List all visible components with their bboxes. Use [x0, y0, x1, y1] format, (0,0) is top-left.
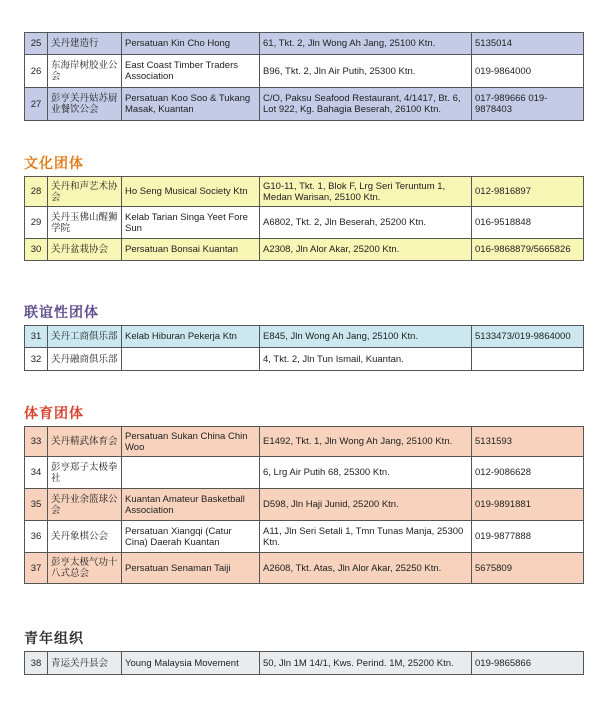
address: D598, Jln Haji Junid, 25200 Ktn.	[260, 489, 472, 521]
org-name: East Coast Timber Traders Association	[122, 55, 260, 88]
chinese-name: 关丹盆栽协会	[48, 239, 122, 261]
org-name: Persatuan Sukan China Chin Woo	[122, 427, 260, 457]
row-number: 33	[25, 427, 48, 457]
row-number: 26	[25, 55, 48, 88]
directory-table-sports	[24, 426, 584, 584]
phone: 5131593	[472, 427, 584, 457]
directory-table-trade	[24, 32, 584, 121]
table-row	[25, 553, 584, 584]
table-row	[25, 457, 584, 489]
table-row	[25, 326, 584, 348]
table-row	[25, 652, 584, 675]
org-name: Persatuan Bonsai Kuantan	[122, 239, 260, 261]
address: 61, Tkt. 2, Jln Wong Ah Jang, 25100 Ktn.	[260, 33, 472, 55]
row-number: 38	[25, 652, 48, 675]
chinese-name: 关丹象棋公会	[48, 521, 122, 553]
chinese-name: 关丹工商俱乐部	[48, 326, 122, 348]
row-number: 29	[25, 207, 48, 239]
org-name: Persatuan Kin Cho Hong	[122, 33, 260, 55]
table-row	[25, 239, 584, 261]
row-number: 32	[25, 348, 48, 371]
address: A11, Jln Seri Setali 1, Tmn Tunas Manja, 25300 Ktn.	[260, 521, 472, 553]
section-title-sports: 体育团体	[24, 406, 84, 422]
section-title-fellowship: 联谊性团体	[24, 305, 99, 321]
table-row	[25, 427, 584, 457]
chinese-name: 关丹业余篮球公会	[48, 489, 122, 521]
directory-table-fellowship	[24, 325, 584, 371]
row-number: 25	[25, 33, 48, 55]
address: B96, Tkt. 2, Jln Air Putih, 25300 Ktn.	[260, 55, 472, 88]
phone	[472, 348, 584, 371]
phone: 012-9086628	[472, 457, 584, 489]
table-row	[25, 177, 584, 207]
org-name	[122, 348, 260, 371]
phone: 019-9877888	[472, 521, 584, 553]
phone: 016-9518848	[472, 207, 584, 239]
row-number: 36	[25, 521, 48, 553]
phone: 5133473/019-9864000	[472, 326, 584, 348]
phone: 019-9865866	[472, 652, 584, 675]
org-name: Persatuan Xiangqi (Catur Cina) Daerah Kuantan	[122, 521, 260, 553]
address: G10-11, Tkt. 1, Blok F, Lrg Seri Teruntum 1, Medan Warisan, 25100 Ktn.	[260, 177, 472, 207]
address: E845, Jln Wong Ah Jang, 25100 Ktn.	[260, 326, 472, 348]
chinese-name: 关丹建造行	[48, 33, 122, 55]
directory-table-culture	[24, 176, 584, 261]
phone: 017-989666 019-9878403	[472, 88, 584, 121]
table-row	[25, 55, 584, 88]
address: C/O, Paksu Seafood Restaurant, 4/1417, Bt. 6, Lot 922, Kg. Bahagia Beserah, 26100 Ktn.	[260, 88, 472, 121]
org-name: Kelab Hiburan Pekerja Ktn	[122, 326, 260, 348]
chinese-name: 关丹玉佛山醒狮学院	[48, 207, 122, 239]
org-name: Persatuan Senaman Taiji	[122, 553, 260, 584]
phone: 019-9864000	[472, 55, 584, 88]
phone: 5135014	[472, 33, 584, 55]
chinese-name: 青运关丹县会	[48, 652, 122, 675]
row-number: 34	[25, 457, 48, 489]
chinese-name: 关丹精武体育会	[48, 427, 122, 457]
chinese-name: 关丹和声艺术协会	[48, 177, 122, 207]
org-name: Young Malaysia Movement	[122, 652, 260, 675]
address: E1492, Tkt. 1, Jln Wong Ah Jang, 25100 Ktn.	[260, 427, 472, 457]
chinese-name: 彭亨关丹姑苏厨业餐饮公会	[48, 88, 122, 121]
address: A2308, Jln Alor Akar, 25200 Ktn.	[260, 239, 472, 261]
section-title-youth: 青年组织	[24, 631, 84, 647]
org-name: Persatuan Koo Soo & Tukang Masak, Kuantan	[122, 88, 260, 121]
table-row	[25, 521, 584, 553]
table-row	[25, 489, 584, 521]
address: A6802, Tkt. 2, Jln Beserah, 25200 Ktn.	[260, 207, 472, 239]
row-number: 27	[25, 88, 48, 121]
table-row	[25, 207, 584, 239]
address: 50, Jln 1M 14/1, Kws. Perind. 1M, 25200 Ktn.	[260, 652, 472, 675]
address: 6, Lrg Air Putih 68, 25300 Ktn.	[260, 457, 472, 489]
chinese-name: 关丹融商俱乐部	[48, 348, 122, 371]
row-number: 31	[25, 326, 48, 348]
phone: 016-9868879/5665826	[472, 239, 584, 261]
address: 4, Tkt. 2, Jln Tun Ismail, Kuantan.	[260, 348, 472, 371]
row-number: 30	[25, 239, 48, 261]
section-title-culture: 文化团体	[24, 156, 84, 172]
address: A2608, Tkt. Atas, Jln Alor Akar, 25250 Ktn.	[260, 553, 472, 584]
chinese-name: 东海岸树胶业公会	[48, 55, 122, 88]
org-name: Ho Seng Musical Society Ktn	[122, 177, 260, 207]
phone: 5675809	[472, 553, 584, 584]
table-row	[25, 33, 584, 55]
directory-table-youth	[24, 651, 584, 675]
row-number: 37	[25, 553, 48, 584]
org-name	[122, 457, 260, 489]
table-row	[25, 348, 584, 371]
phone: 012-9816897	[472, 177, 584, 207]
org-name: Kelab Tarian Singa Yeet Fore Sun	[122, 207, 260, 239]
org-name: Kuantan Amateur Basketball Association	[122, 489, 260, 521]
chinese-name: 彭亨郑子太极拳社	[48, 457, 122, 489]
table-row	[25, 88, 584, 121]
phone: 019-9891881	[472, 489, 584, 521]
row-number: 35	[25, 489, 48, 521]
chinese-name: 彭亨太极气功十八式总会	[48, 553, 122, 584]
row-number: 28	[25, 177, 48, 207]
